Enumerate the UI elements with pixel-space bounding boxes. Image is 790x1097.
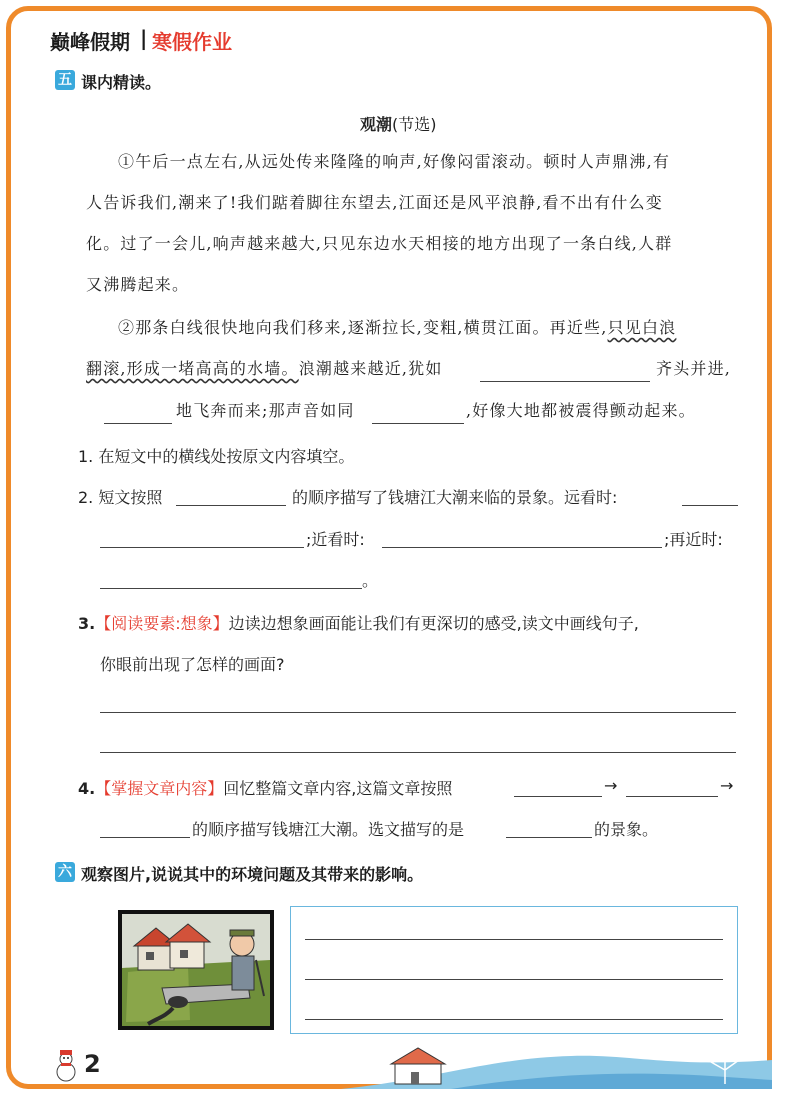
paragraph-two-text: 齐头并进, — [656, 359, 732, 378]
blank-line[interactable] — [372, 423, 464, 424]
footer-decoration — [11, 1040, 772, 1089]
question-four — [78, 776, 452, 799]
paragraph-one — [86, 141, 746, 305]
paragraph-two-text: ②那条白线很快地向我们移来,逐渐拉长,变粗,横贯江面。再近些, — [118, 318, 608, 337]
snowman-icon — [52, 1048, 80, 1082]
section-six-badge: 六 — [55, 862, 75, 882]
question-three-text: 你眼前出现了怎样的画面? — [100, 655, 285, 674]
question-two-label: 2. 短文按照 — [78, 488, 163, 507]
question-tag: 【阅读要素:想象】 — [95, 614, 229, 633]
passage-title — [360, 112, 437, 135]
paragraph-one-line: ①午后一点左右,从远处传来隆隆的响声,好像闷雷滚动。顿时人声鼎沸,有 — [118, 152, 671, 171]
question-three — [78, 611, 639, 634]
blank-line[interactable] — [626, 796, 718, 797]
answer-line[interactable] — [100, 712, 736, 713]
paragraph-two-line-2 — [86, 348, 443, 389]
paragraph-one-line: 化。过了一会儿,响声越来越大,只见东边水天相接的地方出现了一条白线,人群 — [86, 234, 673, 253]
question-text: 回忆整篇文章内容,这篇文章按照 — [223, 779, 453, 798]
question-tag: 【掌握文章内容】 — [95, 779, 224, 798]
paragraph-two-line-1 — [118, 307, 676, 348]
paragraph-two-text: ,好像大地都被震得颤动起来。 — [466, 401, 696, 420]
blank-line[interactable] — [176, 505, 286, 506]
question-four-text: 的顺序描写钱塘江大潮。选文描写的是 — [192, 820, 465, 839]
underlined-sentence: 只见白浪 — [607, 318, 677, 337]
paragraph-one-line: 人告诉我们,潮来了!我们踮着脚往东望去,江面还是风平浪静,看不出有什么变 — [86, 193, 663, 212]
blank-line[interactable] — [514, 796, 602, 797]
passage-title-text: 观潮 — [360, 115, 393, 134]
answer-line[interactable] — [305, 939, 723, 940]
paragraph-two-text: 浪潮越来越近,犹如 — [298, 359, 443, 378]
answer-line[interactable] — [305, 979, 723, 980]
passage-subtitle: (节选) — [392, 115, 437, 134]
book-series: 寒假作业 — [152, 30, 232, 54]
paragraph-two-text: 地飞奔而来;那声音如同 — [176, 401, 355, 420]
underlined-sentence: 翻滚,形成一堵高高的水墙。 — [86, 359, 299, 378]
question-one: 1. 在短文中的横线处按原文内容填空。 — [78, 447, 355, 466]
blank-line[interactable] — [382, 547, 662, 548]
question-text: 边读边想象画面能让我们有更深切的感受,读文中画线句子, — [228, 614, 639, 633]
header-separator: | — [140, 26, 148, 50]
environment-illustration — [118, 910, 274, 1030]
blank-line[interactable] — [104, 423, 172, 424]
blank-line[interactable] — [480, 381, 650, 382]
question-two-end: 。 — [362, 571, 379, 590]
page-number: 2 — [84, 1050, 101, 1078]
blank-line[interactable] — [100, 547, 304, 548]
book-title: 巅峰假期 — [50, 30, 130, 54]
blank-line[interactable] — [100, 837, 190, 838]
blank-line[interactable] — [100, 588, 362, 589]
answer-box[interactable] — [290, 906, 738, 1034]
arrow: → — [720, 776, 734, 795]
question-two-text: 的顺序描写了钱塘江大潮来临的景象。远看时: — [292, 488, 618, 507]
arrow: → — [604, 776, 618, 795]
question-two-text: ;再近时: — [664, 530, 723, 549]
blank-line[interactable] — [682, 505, 738, 506]
blank-line[interactable] — [506, 837, 592, 838]
answer-line[interactable] — [100, 752, 736, 753]
answer-line[interactable] — [305, 1019, 723, 1020]
question-number: 3. — [78, 614, 96, 633]
question-number: 4. — [78, 779, 96, 798]
section-five-badge: 五 — [55, 70, 75, 90]
section-five-title: 课内精读。 — [81, 73, 162, 92]
question-two-text: ;近看时: — [306, 530, 365, 549]
illustration-svg — [118, 910, 274, 1030]
question-four-text: 的景象。 — [594, 820, 659, 839]
paragraph-one-line: 又沸腾起来。 — [86, 275, 190, 294]
section-six-title: 观察图片,说说其中的环境问题及其带来的影响。 — [81, 865, 424, 884]
